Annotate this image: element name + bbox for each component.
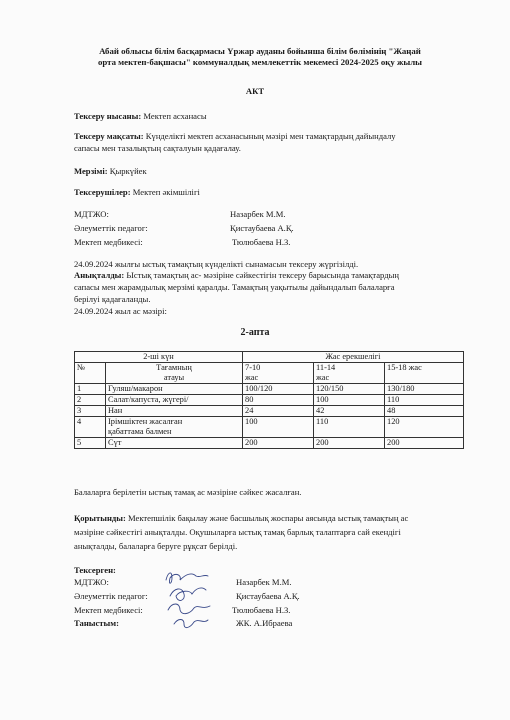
row-number: 2 [75,395,106,406]
period-line [74,166,147,177]
food-header-line-2: атауы [163,373,185,382]
row-value: 200 [314,438,385,449]
food-header-line-1: Тағамның [156,363,192,372]
row-value: 120/150 [314,384,385,395]
purpose-line [74,131,396,142]
row-number: 5 [75,438,106,449]
role-label: Мектеп медбикесі: [74,237,143,247]
document-header [60,46,460,68]
signer-role: Таныстым: [74,618,119,628]
row-food: Нан [106,406,243,417]
row-food-line-2: қабаттама балмен [108,427,172,436]
age-line-1: 11-14 [316,363,336,372]
row-value: 48 [385,406,464,417]
role-name: Қистаубаева А.Қ. [230,223,294,233]
day-header: 2-ші күн [75,352,243,363]
found-line-3: берілуі қадағаланды. [74,294,151,304]
handwritten-signatures [160,566,220,636]
row-value: 110 [314,417,385,438]
found-label: Анықталды: [74,270,125,280]
signer-name: Тюлюбаева Н.З. [232,605,291,615]
age-line-2: жас [316,373,330,382]
inspectors-value: Мектеп әкімшілігі [130,187,200,197]
role-label: МДТЖО: [74,209,109,219]
age-column-header [314,363,385,384]
row-value: 42 [314,406,385,417]
found-text-1: Ыстық тамақтың ас- мәзіріне сәйкестігін тексеру барысында тамақтардың [124,270,399,280]
row-value: 110 [385,395,464,406]
age-line-2: жас [245,373,259,382]
row-value: 80 [243,395,314,406]
age-line-1: 7-10 [245,363,261,372]
row-food: Салат/капуста, жүгері/ [106,395,243,406]
checked-label: Тексерген: [74,565,116,575]
found-line-1 [74,270,399,281]
menu-date: 24.09.2024 жыл ас мәзірі: [74,306,167,316]
age-line-1: 15-18 жас [387,363,422,372]
purpose-label: Тексеру мақсаты: [74,131,144,141]
object-line [74,111,207,122]
signer-role: Әлеуметтік педагог: [74,591,148,601]
role-label: Әлеуметтік педагог: [74,223,148,233]
week-label: 2-апта [240,327,270,338]
food-header [106,363,243,384]
note-line: Балаларға берілетін ыстық тамақ ас мәзіріне сәйкес жасалған. [74,487,302,497]
row-food: Сүт [106,438,243,449]
table-row [75,395,464,406]
row-value: 120 [385,417,464,438]
number-header: № [75,363,106,384]
table-row [75,406,464,417]
table-subheader-row [75,363,464,384]
signer-role: Мектеп медбикесі: [74,605,143,615]
row-value: 100/120 [243,384,314,395]
found-line-2: сапасы мен жарамдылық мерзімі қаралды. Тамақтың уақытылы дайындалып балаларға [74,282,395,292]
header-line-1: Абай облысы білім басқармасы Үржар ауданы бойынша білім бөлімінің "Жаңай [99,46,421,56]
age-column-header [243,363,314,384]
signer-name: Қистаубаева А.Қ. [236,591,300,601]
table-row [75,417,464,438]
row-food: Гуляш/макарон [106,384,243,395]
signer-role: МДТЖО: [74,577,109,587]
signature-stroke [168,604,210,614]
row-food [106,417,243,438]
signer-name: ЖК. А.Ибраева [236,618,293,628]
inspectors-label: Тексерушілер: [74,187,131,197]
role-name: Назарбек М.М. [230,209,286,219]
object-label: Тексеру нысаны: [74,111,142,121]
conclusion-label: Қорытынды: [74,513,126,523]
row-number: 1 [75,384,106,395]
row-value: 100 [243,417,314,438]
inspectors-line [74,187,200,198]
row-number: 3 [75,406,106,417]
conclusion-line-3: анықталды, балаларға беруге рұқсат берілді. [74,541,238,551]
signature-stroke [174,620,208,628]
age-header: Жас ерекшелігі [243,352,464,363]
role-name: Тюлюбаева Н.З. [232,237,291,247]
signature-stroke [170,588,206,601]
document-title: АКТ [245,86,265,96]
age-column-header [385,363,464,384]
menu-table [74,351,464,449]
header-line-2: орта мектеп-бақшасы" коммуналдық мемлекеттік мекемесі 2024-2025 оқу жылы [97,57,423,67]
row-value: 24 [243,406,314,417]
intro-line: 24.09.2024 жылғы ыстық тамақтың күнделікті сынамасын тексеру жүргізілді. [74,259,359,269]
row-value: 200 [243,438,314,449]
signer-name: Назарбек М.М. [236,577,292,587]
signature-stroke [166,573,208,583]
conclusion-text-1: Мектепшілік бақылау және басшылық жоспары аясында ыстық тамақтың ас [125,513,409,523]
table-header-row [75,352,464,363]
period-value: Қыркүйек [107,166,147,176]
row-food-line-1: Ірімшіктен жасалған [108,417,183,426]
row-value: 200 [385,438,464,449]
purpose-value: Күнделікті мектеп асханасының мәзірі мен тамақтардың дайындалу [143,131,396,141]
row-value: 100 [314,395,385,406]
row-number: 4 [75,417,106,438]
row-value: 130/180 [385,384,464,395]
purpose-line-2: сапасы мен тазалықтың сақталуын қадағалау. [74,143,241,153]
conclusion-line-2: мәзіріне сәйкестігі анықталды. Оқушыларға ыстық тамақ барлық талаптарға сай екендігі [74,527,401,537]
object-value: Мектеп асханасы [141,111,207,121]
conclusion-line-1 [74,513,408,524]
table-row [75,384,464,395]
period-label: Мерзімі: [74,166,108,176]
table-row [75,438,464,449]
